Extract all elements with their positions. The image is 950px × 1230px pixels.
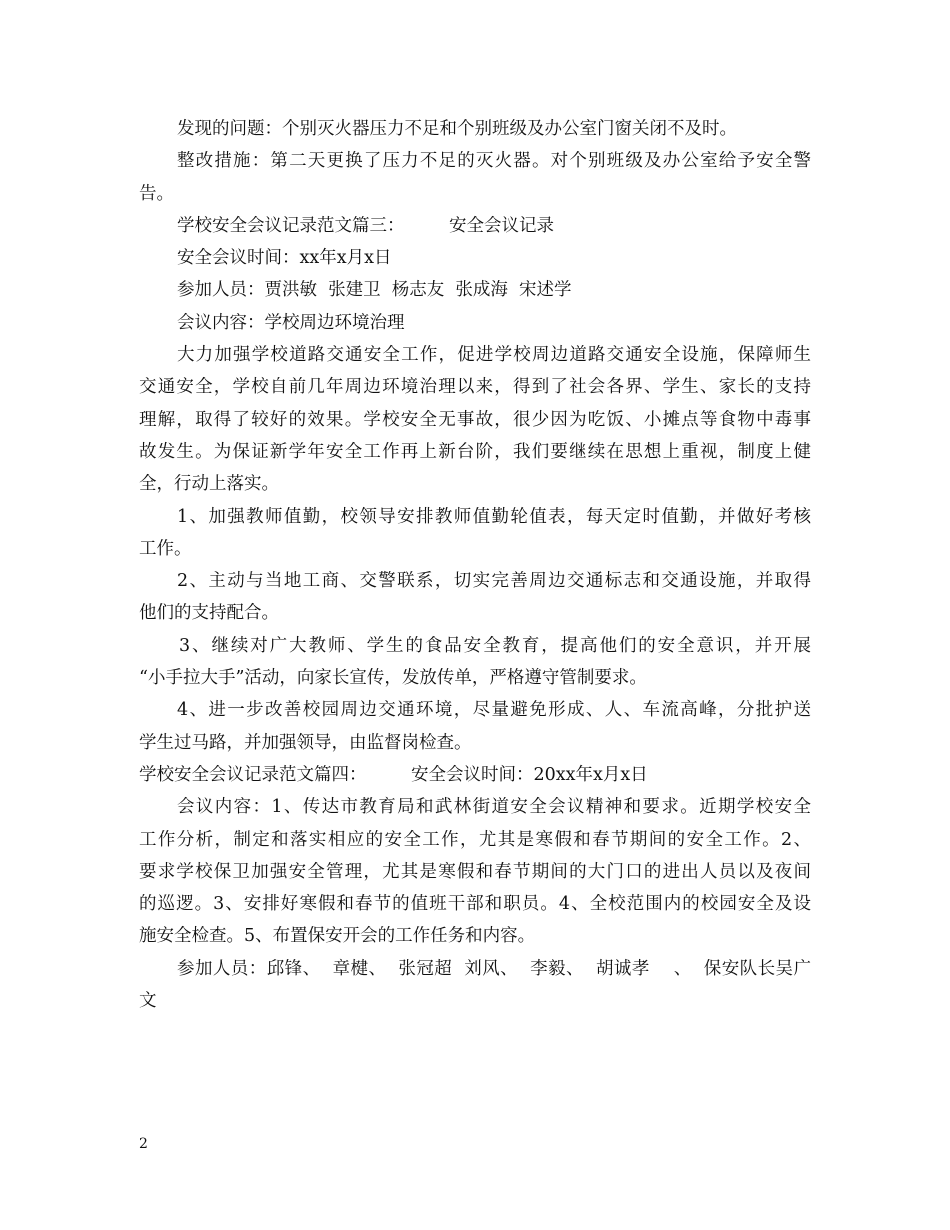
text-line: 大力加强学校道路交通安全工作，促进学校周边道路交通安全设施，保障师生 <box>177 345 811 366</box>
text-line: 学生过马路，并加强领导，由监督岗检查。 <box>139 732 472 753</box>
list-item: 3、继续对广大教师、学生的食品安全教育，提高他们的安全意识，并开展 <box>179 635 811 656</box>
text-line: 告。 <box>139 183 174 204</box>
text-line: 发现的问题：个别灭火器压力不足和个别班级及办公室门窗关闭不及时。 <box>177 119 737 139</box>
text-line: 交通安全，学校自前几年周边环境治理以来，得到了社会各界、学生、家长的支持 <box>139 377 811 398</box>
text-line: 参加人员：邱锋、 章楗、 张冠超 刘风、 李毅、 胡诚孝 、 保安队长吴广 <box>177 958 811 979</box>
page-number: 2 <box>139 1136 148 1152</box>
text-line: 故发生。为保证新学年安全工作再上新台阶，我们要继续在思想上重视，制度上健 <box>139 441 811 462</box>
text-line: 文 <box>139 991 157 1012</box>
text-line: 施安全检查。5、布置保安开会的工作任务和内容。 <box>139 926 536 947</box>
section-heading: 学校安全会议记录范文篇三： 安全会议记录 <box>177 215 555 236</box>
text-line: “小手拉大手”活动，向家长宣传，发放传单，严格遵守管制要求。 <box>139 668 647 689</box>
text-line: 会议内容：1、传达市教育局和武林街道安全会议精神和要求。近期学校安全 <box>177 797 811 818</box>
list-item: 4、进一步改善校园周边交通环境，尽量避免形成、人、车流高峰，分批护送 <box>177 700 811 721</box>
text-line: 理解，取得了较好的效果。学校安全无事故，很少因为吃饭、小摊点等食物中毒事 <box>139 409 811 430</box>
text-line: 他们的支持配合。 <box>139 603 279 624</box>
text-line: 安全会议时间：xx年x月x日 <box>177 248 392 269</box>
list-item: 2、主动与当地工商、交警联系，切实完善周边交通标志和交通设施，并取得 <box>177 571 811 592</box>
text-line: 工作。 <box>139 538 192 559</box>
text-line: 要求学校保卫加强安全管理，尤其是寒假和春节期间的大门口的进出人员以及夜间 <box>139 861 811 882</box>
text-line: 参加人员：贾洪敏 张建卫 杨志友 张成海 宋述学 <box>177 280 572 301</box>
list-item: 1、加强教师值勤，校领导安排教师值勤轮值表，每天定时值勤，并做好考核 <box>177 506 811 527</box>
section-heading: 学校安全会议记录范文篇四： 安全会议时间：20xx年x月x日 <box>139 764 648 785</box>
text-line: 工作分析，制定和落实相应的安全工作，尤其是寒假和春节期间的安全工作。2、 <box>139 829 811 850</box>
text-line: 全，行动上落实。 <box>139 474 279 495</box>
text-line: 会议内容：学校周边环境治理 <box>177 312 405 333</box>
text-line: 的巡逻。3、安排好寒假和春节的值班干部和职员。4、全校范围内的校园安全及设 <box>139 894 811 915</box>
document-body <box>139 113 811 1017</box>
text-line: 整改措施：第二天更换了压力不足的灭火器。对个别班级及办公室给予安全警 <box>177 151 811 172</box>
